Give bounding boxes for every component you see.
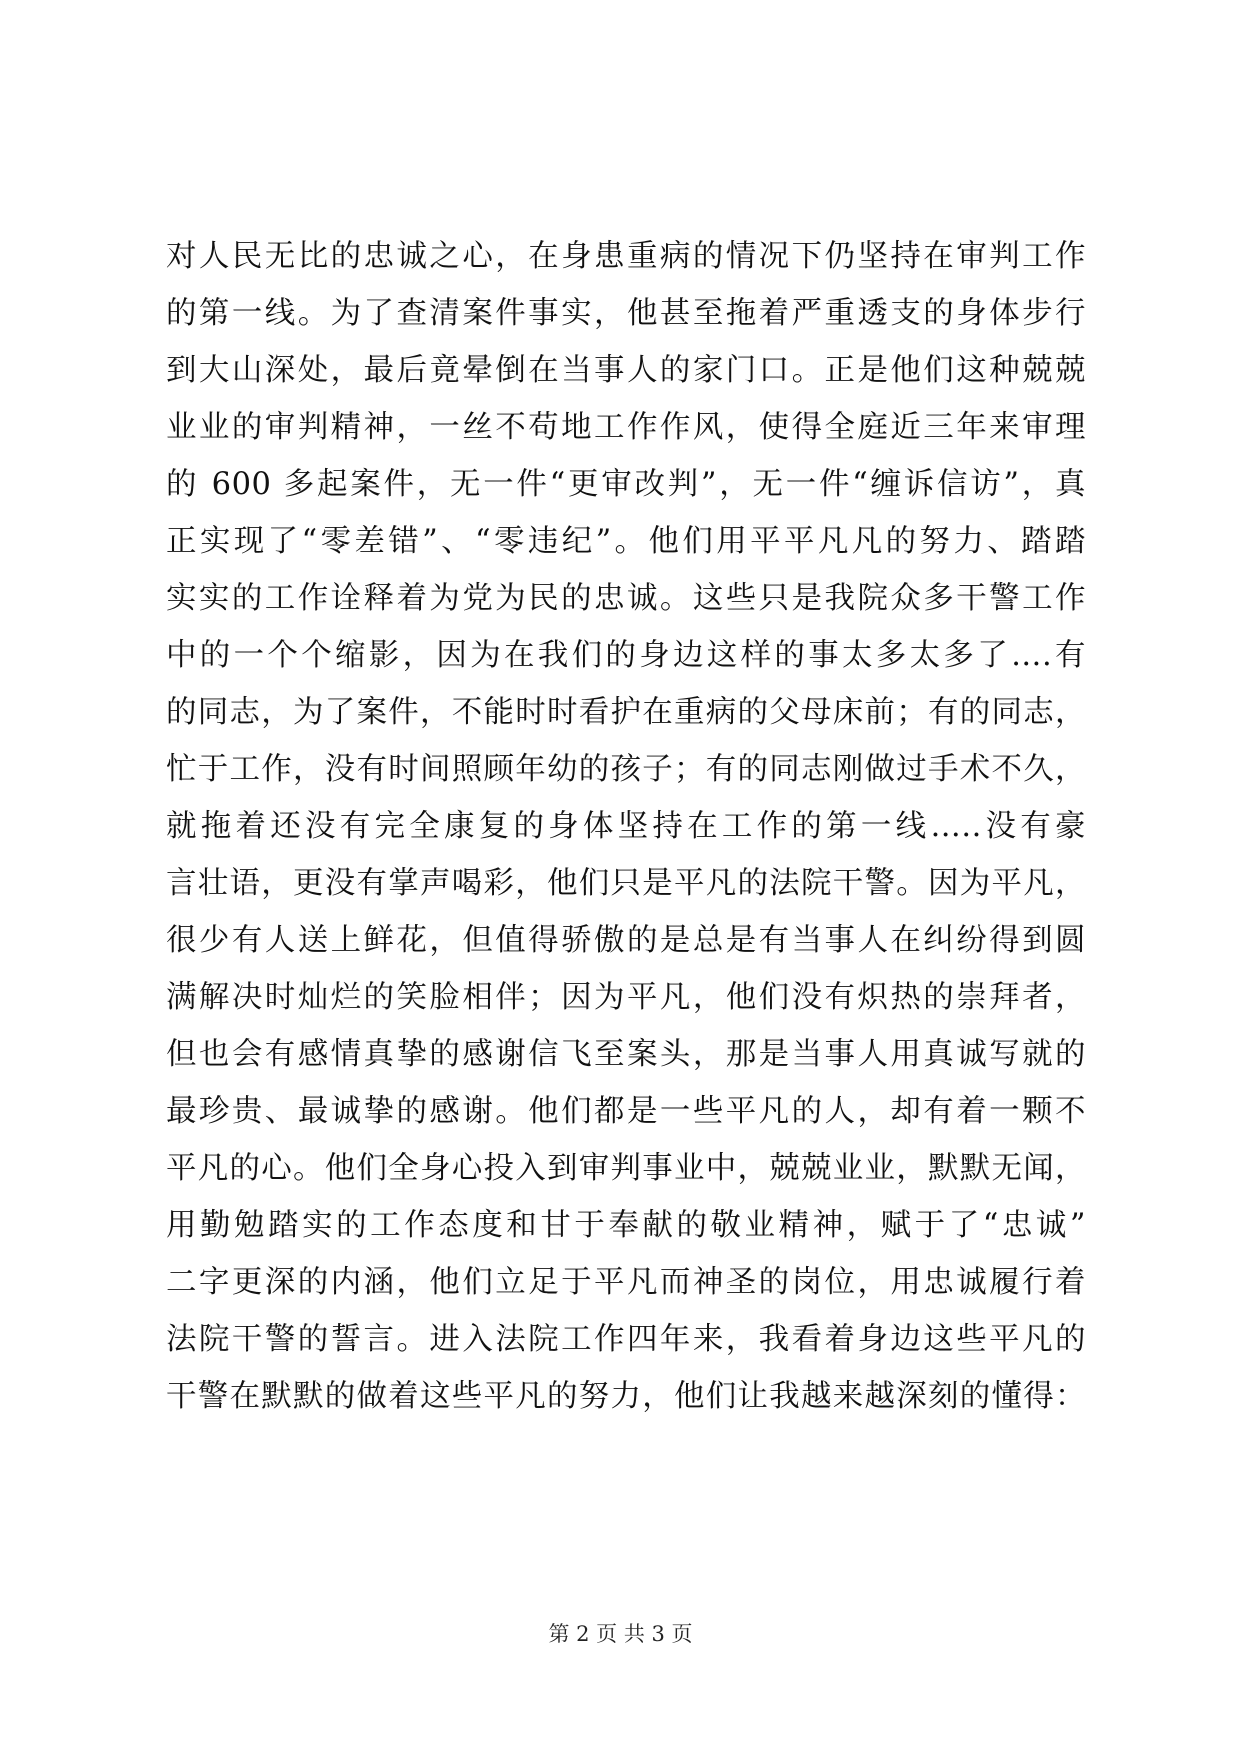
text-line: 最珍贵、最诚挚的感谢。他们都是一些平凡的人，却有着一颗不 <box>166 1094 1086 1129</box>
text-line: 言壮语，更没有掌声喝彩，他们只是平凡的法院干警。因为平凡， <box>166 866 1086 901</box>
text-line: 平凡的心。他们全身心投入到审判事业中，兢兢业业，默默无闻， <box>166 1151 1086 1186</box>
text-line: 法院干警的誓言。进入法院工作四年来，我看着身边这些平凡的 <box>166 1322 1086 1357</box>
text-line: 但也会有感情真挚的感谢信飞至案头，那是当事人用真诚写就的 <box>166 1037 1086 1072</box>
text-line: 二字更深的内涵，他们立足于平凡而神圣的岗位，用忠诚履行着 <box>166 1265 1086 1300</box>
text-line: 中的一个个缩影，因为在我们的身边这样的事太多太多了….有 <box>166 638 1086 673</box>
text-line: 忙于工作，没有时间照顾年幼的孩子；有的同志刚做过手术不久， <box>166 752 1086 787</box>
text-line: 的 600 多起案件，无一件“更审改判”，无一件“缠诉信访”，真 <box>166 467 1086 502</box>
text-line: 业业的审判精神，一丝不苟地工作作风，使得全庭近三年来审理 <box>166 410 1086 445</box>
text-line: 正实现了“零差错”、“零违纪”。他们用平平凡凡的努力、踏踏 <box>166 524 1086 559</box>
text-line: 干警在默默的做着这些平凡的努力，他们让我越来越深刻的懂得： <box>166 1379 1086 1414</box>
text-line: 实实的工作诠释着为党为民的忠诚。这些只是我院众多干警工作 <box>166 581 1086 616</box>
text-line: 对人民无比的忠诚之心，在身患重病的情况下仍坚持在审判工作 <box>166 239 1086 274</box>
text-line: 就拖着还没有完全康复的身体坚持在工作的第一线…..没有豪 <box>166 809 1086 844</box>
body-paragraph <box>166 228 1086 1425</box>
text-line: 到大山深处，最后竟晕倒在当事人的家门口。正是他们这种兢兢 <box>166 353 1086 388</box>
text-line: 的第一线。为了查清案件事实，他甚至拖着严重透支的身体步行 <box>166 296 1086 331</box>
page-number-footer: 第 2 页 共 3 页 <box>548 1622 693 1646</box>
text-line: 的同志，为了案件，不能时时看护在重病的父母床前；有的同志， <box>166 695 1086 730</box>
text-line: 很少有人送上鲜花，但值得骄傲的是总是有当事人在纠纷得到圆 <box>166 923 1086 958</box>
text-line: 满解决时灿烂的笑脸相伴；因为平凡，他们没有炽热的崇拜者， <box>166 980 1086 1015</box>
text-line: 用勤勉踏实的工作态度和甘于奉献的敬业精神，赋于了“忠诚” <box>166 1208 1086 1243</box>
